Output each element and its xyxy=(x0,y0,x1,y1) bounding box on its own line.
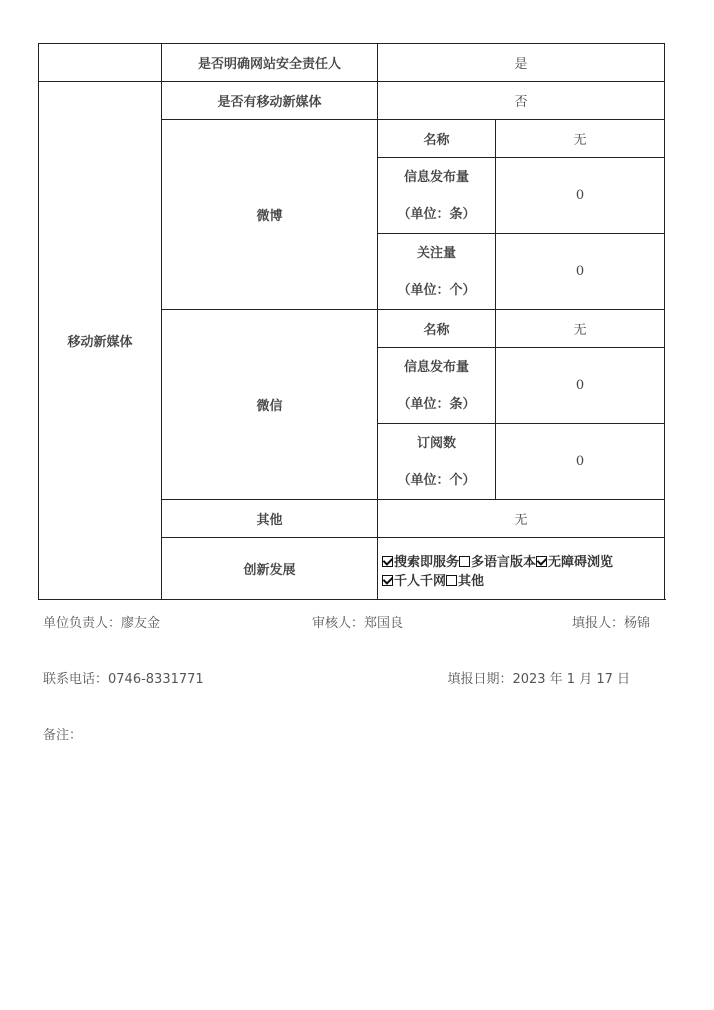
checkbox-checked-icon[interactable] xyxy=(382,556,393,567)
wechat-posts-label-text: 信息发布量 xyxy=(403,359,469,375)
contact-phone: 联系电话：0746-8331771 xyxy=(43,672,204,687)
option-label: 搜索即服务 xyxy=(394,555,460,570)
weibo-posts-label-text: 信息发布量 xyxy=(403,169,469,185)
report-table xyxy=(38,43,665,600)
wechat-posts-value: 0 xyxy=(496,348,665,424)
option-accessibility[interactable] xyxy=(536,555,613,570)
security-value: 是 xyxy=(378,44,665,82)
checkbox-checked-icon[interactable] xyxy=(382,575,393,586)
empty-cell xyxy=(39,44,162,82)
innovation-options xyxy=(378,538,665,600)
weibo-name-label: 名称 xyxy=(378,120,496,158)
report-date: 填报日期：2023 年 1 月 17 日 xyxy=(447,672,630,687)
has-mobile-label: 是否有移动新媒体 xyxy=(162,82,378,120)
other-label: 其他 xyxy=(162,500,378,538)
checkbox-unchecked-icon[interactable] xyxy=(459,556,470,567)
checkbox-checked-icon[interactable] xyxy=(536,556,547,567)
security-label: 是否明确网站安全责任人 xyxy=(162,44,378,82)
wechat-subs-unit: （单位：个） xyxy=(397,472,476,488)
wechat-subs-label xyxy=(378,424,496,500)
option-label: 多语言版本 xyxy=(471,555,537,570)
other-value: 无 xyxy=(378,500,665,538)
option-label: 千人千网 xyxy=(394,574,447,589)
wechat-posts-unit: （单位：条） xyxy=(397,396,476,412)
wechat-subs-label-text: 订阅数 xyxy=(416,435,456,451)
checkbox-unchecked-icon[interactable] xyxy=(446,575,457,586)
weibo-posts-value: 0 xyxy=(496,158,665,234)
option-label: 其他 xyxy=(458,574,485,589)
weibo-label: 微博 xyxy=(162,120,378,310)
innovation-label: 创新发展 xyxy=(162,538,378,600)
has-mobile-value: 否 xyxy=(378,82,665,120)
option-personalized[interactable] xyxy=(382,574,446,589)
unit-head: 单位负责人：廖友金 xyxy=(43,616,161,631)
weibo-follow-unit: （单位：个） xyxy=(397,282,476,298)
mobile-section-label: 移动新媒体 xyxy=(39,82,162,600)
weibo-follow-value: 0 xyxy=(496,234,665,310)
reviewer: 审核人：郑国良 xyxy=(312,616,404,631)
wechat-name-value: 无 xyxy=(496,310,665,348)
remarks: 备注： xyxy=(43,728,83,743)
weibo-name-value: 无 xyxy=(496,120,665,158)
weibo-follow-label-text: 关注量 xyxy=(416,245,456,261)
option-multilingual[interactable] xyxy=(459,555,536,570)
weibo-posts-unit: （单位：条） xyxy=(397,206,476,222)
option-search-service[interactable] xyxy=(382,555,459,570)
wechat-name-label: 名称 xyxy=(378,310,496,348)
reporter: 填报人：杨锦 xyxy=(571,616,650,631)
weibo-posts-label xyxy=(378,158,496,234)
wechat-subs-value: 0 xyxy=(496,424,665,500)
wechat-label: 微信 xyxy=(162,310,378,500)
wechat-posts-label xyxy=(378,348,496,424)
weibo-follow-label xyxy=(378,234,496,310)
option-other[interactable] xyxy=(446,574,484,589)
option-label: 无障碍浏览 xyxy=(548,555,614,570)
